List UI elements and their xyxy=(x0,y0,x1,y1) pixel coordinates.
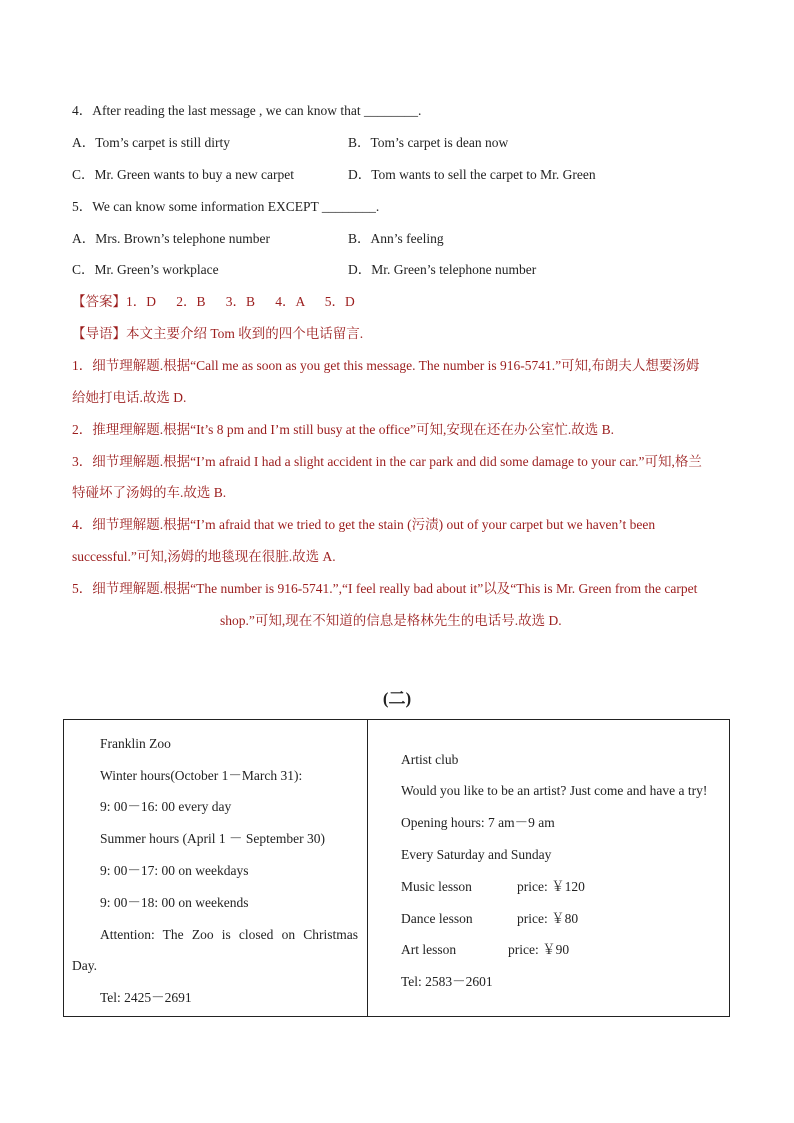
club-lesson-art-name: Art lesson xyxy=(401,942,457,957)
club-opening-hours: Opening hours: 7 am－9 am xyxy=(401,815,555,830)
zoo-weekdays-time: 9: 00－17: 00 on weekdays xyxy=(100,863,249,878)
club-lesson-dance-name: Dance lesson xyxy=(401,911,473,926)
club-lesson-music-price: price: ￥120 xyxy=(517,879,585,894)
guide-label: 【导语】 xyxy=(72,326,126,341)
zoo-attention: Attention: The Zoo is closed on Christmas xyxy=(100,927,358,942)
question-5-option-b: B．Ann’s feeling xyxy=(348,231,444,246)
zoo-attention-end: Day. xyxy=(72,958,97,973)
explanation-1-line-2: 给她打电话.故选 D. xyxy=(72,390,187,405)
explanation-5-line-1: 5．细节理解题.根据“The number is 916-5741.”,“I feel really bad about it”以及“This is Mr. Green from the carpet xyxy=(72,581,698,596)
question-4-option-c: C．Mr. Green wants to buy a new carpet xyxy=(72,167,294,182)
explanation-3-line-1: 3．细节理解题.根据“I’m afraid I had a slight accident in the car park and did some damage to your car.”可知,格兰 xyxy=(72,454,702,469)
zoo-winter-time: 9: 00－16: 00 every day xyxy=(100,799,232,814)
zoo-title: Franklin Zoo xyxy=(100,736,171,751)
answer-values: 1．D 2．B 3．B 4．A 5．D xyxy=(126,294,355,309)
club-lesson-art-price: price: ￥90 xyxy=(508,942,570,957)
explanation-3-line-2: 特碰坏了汤姆的车.故选 B. xyxy=(72,485,227,500)
zoo-summer-hours: Summer hours (April 1 － September 30) xyxy=(100,831,325,846)
club-slogan: Would you like to be an artist? Just come and have a try! xyxy=(401,783,708,798)
zoo-winter-hours: Winter hours(October 1－March 31): xyxy=(100,768,303,783)
explanation-5-line-2: shop.”可知,现在不知道的信息是格林先生的电话号.故选 D. xyxy=(220,613,562,628)
question-5-stem: 5．We can know some information EXCEPT ________. xyxy=(72,199,380,214)
club-days: Every Saturday and Sunday xyxy=(401,847,552,862)
club-lesson-music-name: Music lesson xyxy=(401,879,472,894)
club-telephone: Tel: 2583－2601 xyxy=(401,974,493,989)
question-4-stem: 4．After reading the last message , we can know that ________. xyxy=(72,103,422,118)
question-5-option-a: A．Mrs. Brown’s telephone number xyxy=(72,231,270,246)
zoo-telephone: Tel: 2425－2691 xyxy=(100,990,192,1005)
guide-line xyxy=(72,325,363,343)
explanation-4-line-1: 4．细节理解题.根据“I’m afraid that we tried to get the stain (污渍) out of your carpet but we haven’t been xyxy=(72,517,656,532)
question-5-option-c: C．Mr. Green’s workplace xyxy=(72,262,219,277)
guide-text: 本文主要介绍 Tom 收到的四个电话留言. xyxy=(126,326,364,341)
answer-label: 【答案】 xyxy=(72,294,126,309)
question-4-option-a: A．Tom’s carpet is still dirty xyxy=(72,135,231,150)
zoo-weekends-time: 9: 00－18: 00 on weekends xyxy=(100,895,249,910)
notice-table xyxy=(63,719,730,1017)
explanation-2-line-1: 2．推理理解题.根据“It’s 8 pm and I’m still busy at the office”可知,安现在还在办公室忙.故选 B. xyxy=(72,422,614,437)
club-title: Artist club xyxy=(401,752,459,767)
question-4-option-d: D．Tom wants to sell the carpet to Mr. Green xyxy=(348,167,596,182)
answer-line xyxy=(72,293,355,311)
table-divider xyxy=(367,720,368,1016)
explanation-1-line-1: 1．细节理解题.根据“Call me as soon as you get this message. The number is 916-5741.”可知,布朗夫人想要汤姆 xyxy=(72,358,700,373)
explanation-4-line-2: successful.”可知,汤姆的地毯现在很脏.故选 A. xyxy=(72,549,336,564)
section-heading: (二) xyxy=(382,689,412,708)
question-5-option-d: D．Mr. Green’s telephone number xyxy=(348,262,537,277)
club-lesson-dance-price: price: ￥80 xyxy=(517,911,579,926)
question-4-option-b: B．Tom’s carpet is dean now xyxy=(348,135,509,150)
